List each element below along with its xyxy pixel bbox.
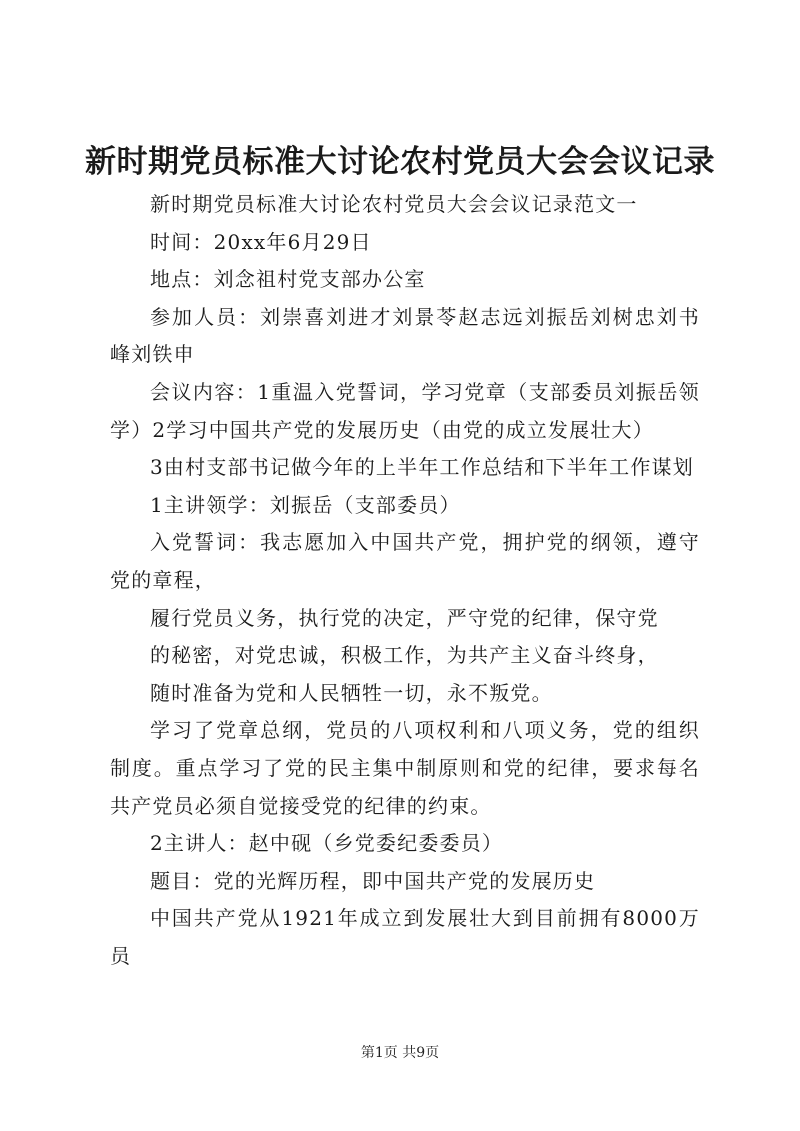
paragraph-party-constitution: 学习了党章总纲，党员的八项权利和八项义务，党的组织制度。重点学习了党的民主集中制原则和党的纪律，要求每名共产党员必须自觉接受党的纪律的约束。: [110, 718, 700, 818]
document-title: 新时期党员标准大讨论农村党员大会会议记录: [85, 144, 715, 180]
paragraph-agenda-item-3: 3由村支部书记做今年的上半年工作总结和下半年工作谋划: [150, 455, 694, 480]
paragraph-attendees: 参加人员：刘崇喜刘进才刘景苓赵志远刘振岳刘树忠刘书峰刘铁申: [110, 304, 700, 367]
paragraph-oath-line-3: 随时准备为党和人民牺牲一切，永不叛党。: [150, 680, 553, 705]
paragraph-topic: 题目：党的光辉历程，即中国共产党的发展历史: [150, 868, 596, 893]
paragraph-subtitle: 新时期党员标准大讨论农村党员大会会议记录范文一: [150, 192, 638, 216]
paragraph-oath-line-2: 的秘密，对党忠诚，积极工作，为共产主义奋斗终身，: [150, 643, 659, 668]
paragraph-lecturer-2: 2主讲人：赵中砚（乡党委纪委委员）: [150, 831, 504, 856]
paragraph-location: 地点：刘念祖村党支部办公室: [150, 267, 426, 292]
paragraph-lecturer-1: 1主讲领学：刘振岳（支部委员）: [150, 492, 461, 517]
document-body: [110, 186, 700, 975]
paragraph-time: 时间：20xx年6月29日: [150, 229, 372, 254]
paragraph-agenda: 会议内容：1重温入党誓词，学习党章（支部委员刘振岳领学）2学习中国共产党的发展历史（由党的成立发展壮大）: [110, 379, 700, 442]
page-number: 第1页 共9页: [360, 1045, 440, 1061]
paragraph-oath-line-1: 履行党员义务，执行党的决定，严守党的纪律，保守党: [150, 605, 659, 630]
paragraph-oath-intro: 入党誓词：我志愿加入中国共产党，拥护党的纲领，遵守党的章程，: [110, 530, 700, 592]
paragraph-history: 中国共产党从1921年成立到发展壮大到目前拥有8000万员: [110, 906, 700, 968]
